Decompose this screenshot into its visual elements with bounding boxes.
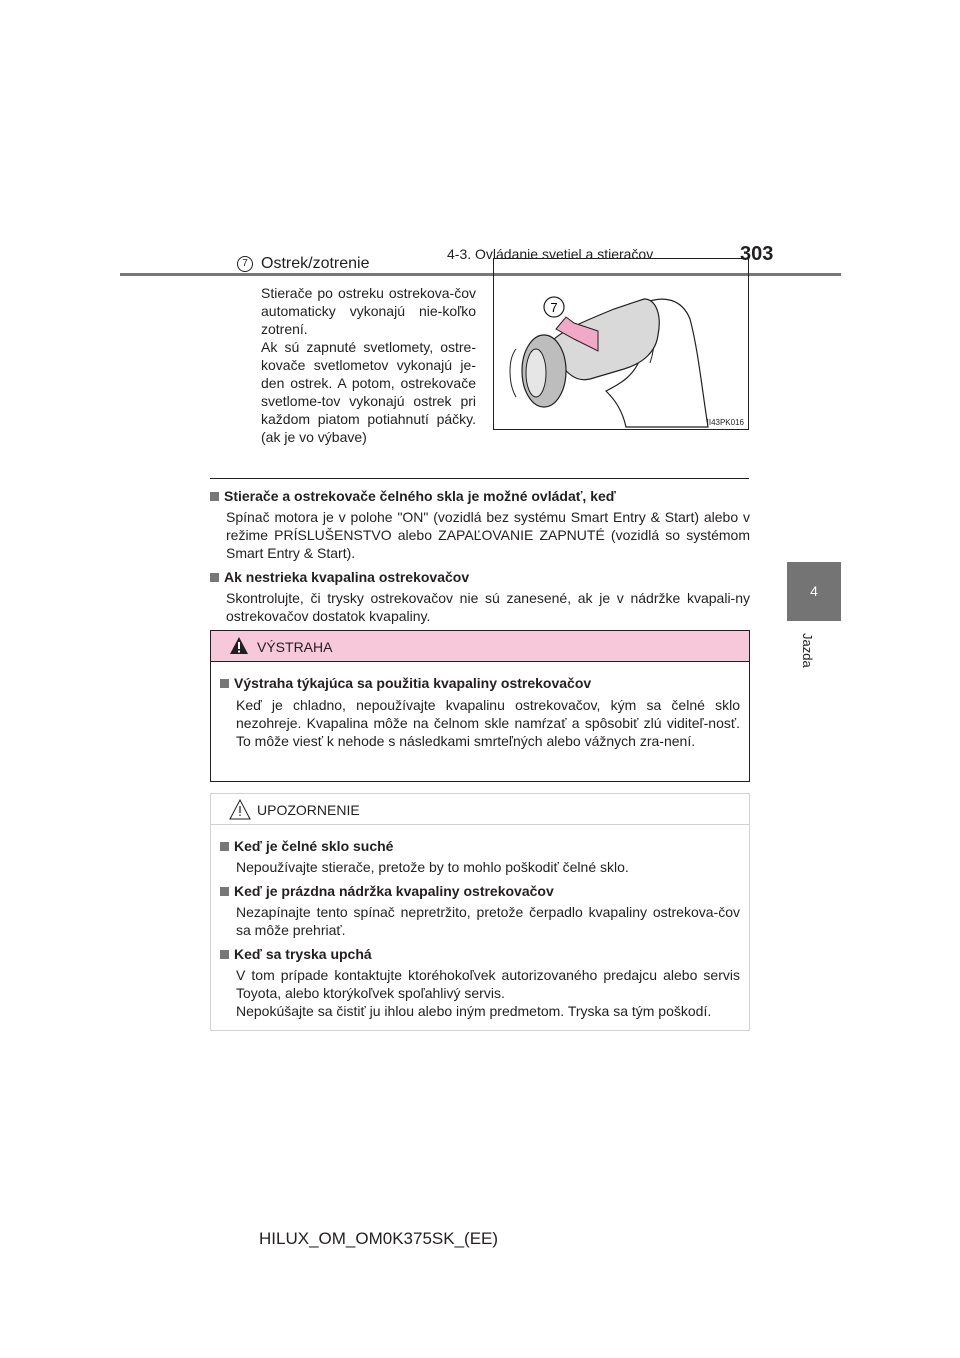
lever-drawing xyxy=(494,259,748,429)
warning-body: Keď je chladno, nepoužívajte kvapalinu ostrekovačov, kým sa čelné sklo nezohreje. Kvapalina môže na čelnom skle namŕzať a spôsobiť zlú viditeľ-nosť. To môže viesť k nehode s následkami smrteľných alebo vážnych zra-není. xyxy=(236,697,740,749)
note-body: Spínač motora je v polohe "ON" (vozidlá bez systému Smart Entry & Start) alebo v režime PRÍSLUŠENSTVO alebo ZAPAĽOVANIE ZAPNUTÉ (vozidlá so systémom Smart Entry & Start). xyxy=(226,509,750,561)
warning-box xyxy=(210,630,750,782)
bullet-square-icon xyxy=(210,492,219,501)
notice-heading: Keď je prázdna nádržka kvapaliny ostrekovačov xyxy=(220,882,740,900)
figure-callout: 7 xyxy=(550,300,558,315)
bullet-square-icon xyxy=(220,887,229,896)
note-block xyxy=(210,487,750,625)
warning-title: VÝSTRAHA xyxy=(257,639,333,655)
step-number-badge: 7 xyxy=(237,256,253,272)
chapter-label: Jazda xyxy=(800,633,815,668)
notice-body: V tom prípade kontaktujte ktoréhokoľvek autorizovaného predajcu alebo servis Toyota, alebo ktorýkoľvek spoľahlivý servis. xyxy=(236,967,740,1001)
warning-heading: Výstraha týkajúca sa použitia kvapaliny ostrekovačov xyxy=(220,674,740,692)
bullet-square-icon xyxy=(210,573,219,582)
caution-triangle-icon xyxy=(229,799,251,820)
wiper-lever-illustration xyxy=(493,258,749,430)
step-title: Ostrek/zotrenie xyxy=(261,255,370,272)
figure-code: II43PK016 xyxy=(706,418,744,427)
chapter-tab[interactable]: 4 xyxy=(787,562,841,621)
notice-box xyxy=(210,793,750,1031)
bullet-square-icon xyxy=(220,950,229,959)
warning-header xyxy=(211,631,749,662)
step-paragraph: Ak sú zapnuté svetlomety, ostre-kovače svetlometov vykonajú je-den ostrek. A potom, ostrekovače svetlome-tov vykonajú ostrek pri každom piatom potiahnutí páčky. (ak je vo výbave) xyxy=(261,339,476,445)
notice-heading: Keď sa tryska upchá xyxy=(220,945,740,963)
notice-body: Nepokúšajte sa čistiť ju ihlou alebo iným predmetom. Tryska sa tým poškodí. xyxy=(236,1003,712,1019)
section-title: 4-3. Ovládanie svetiel a stieračov xyxy=(447,246,654,262)
notice-body: Nezapínajte tento spínač nepretržito, pretože čerpadlo kvapaliny ostrekova-čov sa môže prehriať. xyxy=(236,904,740,938)
warning-triangle-icon xyxy=(229,636,249,655)
notice-header xyxy=(211,794,749,825)
notice-heading: Keď je čelné sklo suché xyxy=(220,837,740,855)
note-heading: Ak nestrieka kvapalina ostrekovačov xyxy=(210,568,750,586)
note-heading: Stierače a ostrekovače čelného skla je možné ovládať, keď xyxy=(210,487,750,505)
document-code: HILUX_OM_OM0K375SK_(EE) xyxy=(259,1229,499,1248)
notice-title: UPOZORNENIE xyxy=(257,802,360,818)
page-number: 303 xyxy=(740,243,774,265)
step-paragraph: Stierače po ostreku ostrekova-čov automaticky vykonajú nie-koľko zotrení. xyxy=(261,285,476,337)
bullet-square-icon xyxy=(220,842,229,851)
section-divider xyxy=(210,478,749,479)
note-body: Skontrolujte, či trysky ostrekovačov nie sú zanesené, ak je v nádržke kvapali-ny ostrekovačov dostatok kvapaliny. xyxy=(226,590,750,624)
notice-body: Nepoužívajte stierače, pretože by to mohlo poškodiť čelné sklo. xyxy=(236,859,629,875)
bullet-square-icon xyxy=(220,679,229,688)
